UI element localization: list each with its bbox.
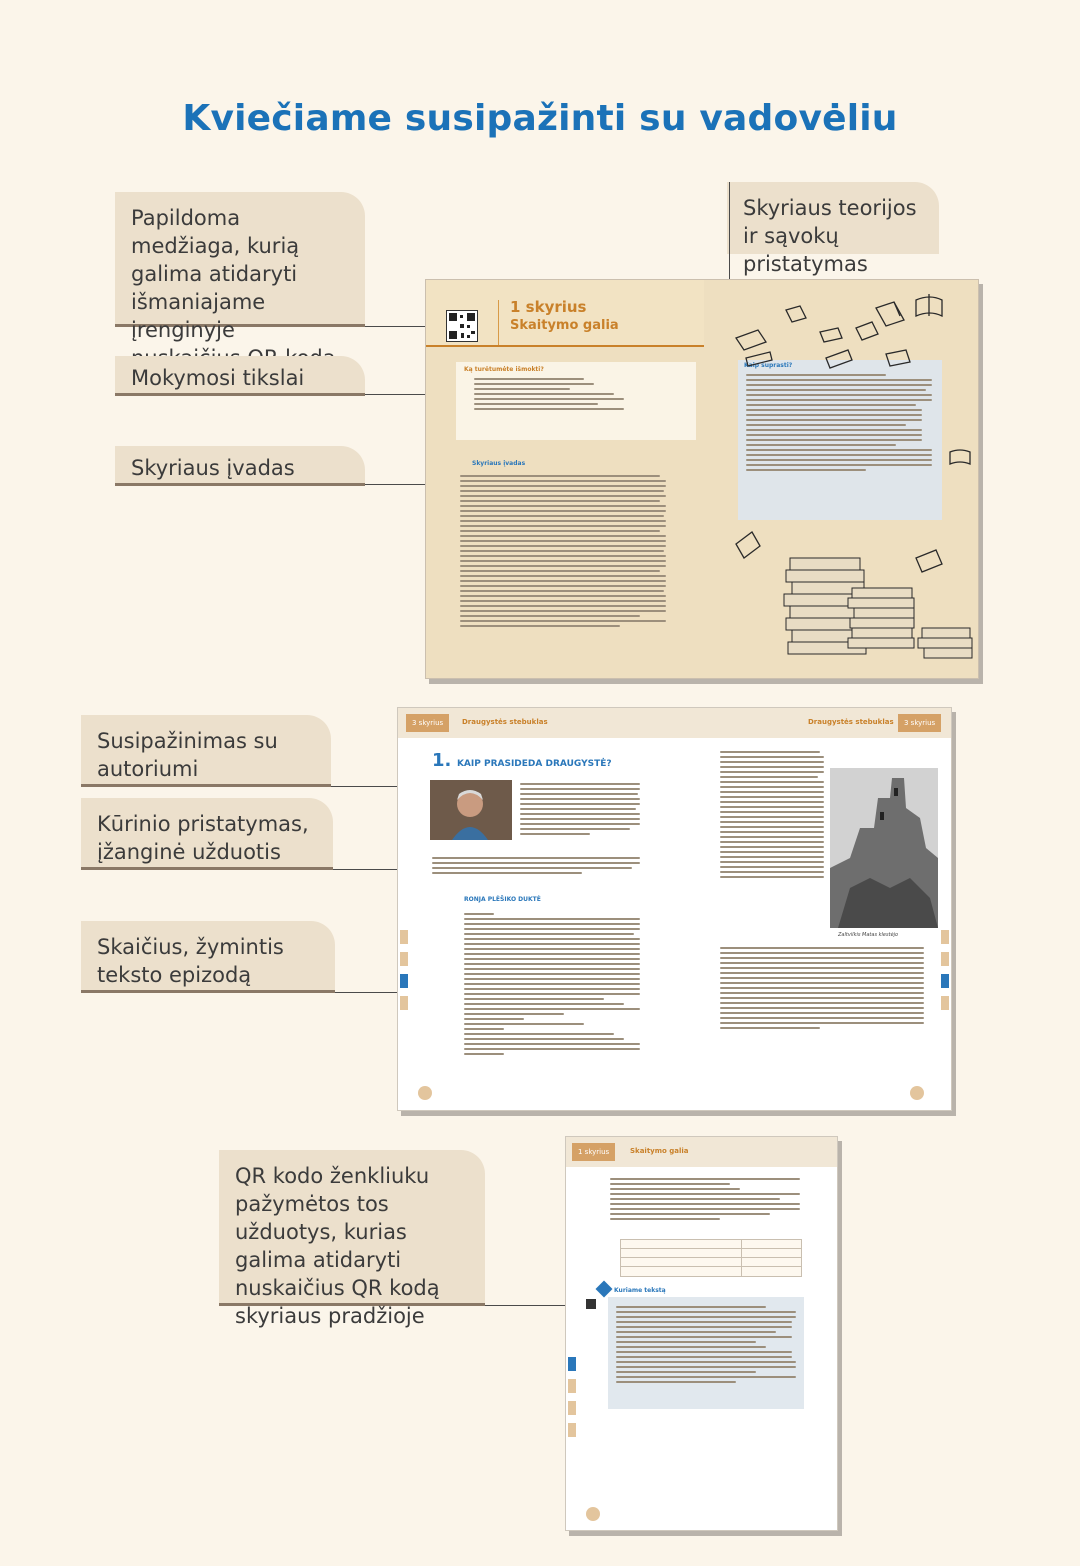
page-chapter-marker-4 xyxy=(568,1423,576,1437)
right-chapter-tab: 3 skyrius xyxy=(898,714,941,732)
books-illustration xyxy=(726,288,976,673)
chapter-name: Skaitymo galia xyxy=(510,318,619,333)
story-text-left xyxy=(464,910,644,1055)
author-bio-text xyxy=(520,780,642,835)
section-heading-number: 1. xyxy=(432,750,452,771)
chapter-number: 1 skyrius xyxy=(510,298,587,316)
page-number-left xyxy=(418,1086,432,1100)
callout-author-text: Susipažinimas su autoriumi xyxy=(97,729,278,781)
chapter-marker-3 xyxy=(400,974,408,988)
callout-work-intro xyxy=(81,798,333,870)
callout-episode-number xyxy=(81,921,335,993)
story-text-right xyxy=(720,748,826,878)
theory-box-title: Kaip suprasti? xyxy=(744,362,793,369)
chapter-marker-2-right xyxy=(941,952,949,966)
chapter-intro-title: Skyriaus įvadas xyxy=(472,460,526,467)
callout-qr-tasks-text: QR kodo ženkliuku pažymėtos tos užduotys, kurias galima atidaryti nuskaičius QR kodą skyriaus pradžioje xyxy=(235,1164,440,1328)
page-title: Kviečiame susipažinti su vadovėliu xyxy=(182,98,898,139)
chapter-marker-1-right xyxy=(941,930,949,944)
page-chapter-marker-2 xyxy=(568,1379,576,1393)
page-header xyxy=(566,1137,837,1167)
callout-goals-text: Mokymosi tikslai xyxy=(131,366,305,390)
learning-goals-title: Ką turėtumėte išmokti? xyxy=(464,366,544,373)
chapter-intro-text xyxy=(460,472,666,627)
qr-task-icon xyxy=(586,1299,596,1309)
chapter-marker-2 xyxy=(400,952,408,966)
page-number-right xyxy=(910,1086,924,1100)
chapter-header xyxy=(426,280,704,346)
learning-goals-box xyxy=(456,362,696,440)
left-chapter-tab: 3 skyrius xyxy=(406,714,449,732)
story-subtitle: RONJA PLĖŠIKO DUKTĖ xyxy=(464,896,541,903)
spread-header xyxy=(398,708,951,738)
textbook-spread-reading xyxy=(397,707,952,1111)
illustration-caption: Zaltvilkis Matas klestėjo xyxy=(838,932,899,938)
callout-chapter-intro-text: Skyriaus įvadas xyxy=(131,456,295,480)
castle-illustration xyxy=(830,768,938,928)
task-table xyxy=(620,1239,802,1277)
page-running-head: Skaitymo galia xyxy=(630,1147,689,1155)
work-intro-text xyxy=(432,854,642,874)
writing-task-box xyxy=(608,1297,804,1409)
callout-qr-tasks xyxy=(219,1150,485,1328)
section-heading-text: KAIP PRASIDEDA DRAUGYSTĖ? xyxy=(456,759,612,769)
pencil-icon xyxy=(596,1281,613,1298)
textbook-spread-chapter-opener xyxy=(425,279,979,679)
callout-work-intro-text: Kūrinio pristatymas, įžanginė užduotis xyxy=(97,812,309,864)
callout-goals xyxy=(115,356,365,396)
textbook-page-tasks xyxy=(565,1136,838,1531)
callout-chapter-intro xyxy=(115,446,365,486)
chapter-marker-3-right xyxy=(941,974,949,988)
chapter-marker-4 xyxy=(400,996,408,1010)
page-chapter-marker-1 xyxy=(568,1357,576,1371)
qr-code-icon xyxy=(446,310,478,342)
left-running-head: Draugystės stebuklas xyxy=(462,718,548,726)
task-list xyxy=(610,1175,810,1220)
page-chapter-tab: 1 skyrius xyxy=(572,1143,615,1161)
right-running-head: Draugystės stebuklas xyxy=(808,718,894,726)
callout-qr-material-text: Papildoma medžiaga, kurią galima atidaryti išmaniajame įrenginyje xyxy=(131,206,300,342)
section-heading xyxy=(432,750,612,771)
chapter-marker-4-right xyxy=(941,996,949,1010)
page-chapter-marker-3 xyxy=(568,1401,576,1415)
callout-author xyxy=(81,715,331,787)
callout-theory-text: Skyriaus teorijos ir sąvokų pristatymas xyxy=(743,196,917,276)
story-text-right-bottom xyxy=(720,944,926,1029)
author-photo xyxy=(430,780,512,840)
chapter-marker-1 xyxy=(400,930,408,944)
callout-episode-number-text: Skaičius, žymintis teksto epizodą xyxy=(97,935,284,987)
page-number xyxy=(586,1507,600,1521)
callout-qr-material xyxy=(115,192,365,342)
callout-theory xyxy=(727,182,939,276)
writing-task-title: Kuriame tekstą xyxy=(614,1287,666,1294)
